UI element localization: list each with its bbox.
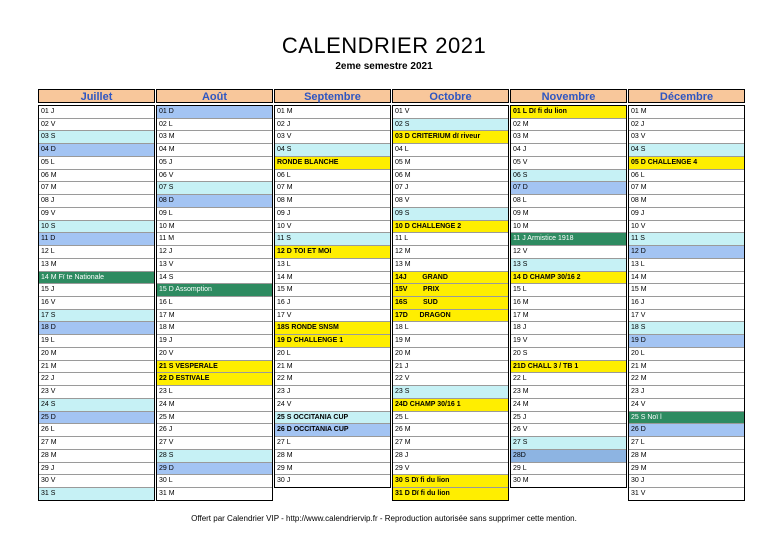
day-cell: 20 M — [393, 348, 508, 361]
day-cell: 03 M — [511, 131, 626, 144]
day-cell: 30 V — [39, 475, 154, 488]
day-cell: 02 J — [629, 119, 744, 132]
day-cell: 13 M — [393, 259, 508, 272]
day-cell: 07 M — [275, 182, 390, 195]
page-subtitle: 2eme semestre 2021 — [335, 61, 433, 72]
day-cell: 25 S Noï l — [629, 412, 744, 425]
day-cell: 25 M — [157, 412, 272, 425]
day-cell: 31 D Dï fi du lion — [393, 488, 508, 501]
day-cell: 25 J — [511, 412, 626, 425]
day-cell: 06 M — [39, 170, 154, 183]
day-cell: 05 V — [511, 157, 626, 170]
day-cell: 15 J — [39, 284, 154, 297]
day-cell: 03 V — [629, 131, 744, 144]
day-cell: 13 L — [629, 259, 744, 272]
day-cell: 24 M — [511, 399, 626, 412]
day-cell: 16 V — [39, 297, 154, 310]
day-cell: 31 S — [39, 488, 154, 501]
month-column — [38, 89, 155, 501]
day-cell: 08 J — [39, 195, 154, 208]
day-cell: 11 J Armistice 1918 — [511, 233, 626, 246]
day-cell: 08 M — [275, 195, 390, 208]
day-cell: 14 S — [157, 272, 272, 285]
day-cell: 18 J — [511, 322, 626, 335]
day-cell: 09 M — [511, 208, 626, 221]
day-cell: 12 M — [393, 246, 508, 259]
day-cell: 23 J — [629, 386, 744, 399]
day-cell: 17 M — [511, 310, 626, 323]
day-cell: 03 D CRITERIUM dï riveur — [393, 131, 508, 144]
day-cell: 07 J — [393, 182, 508, 195]
day-cell: 27 L — [275, 437, 390, 450]
day-cell: 06 S — [511, 170, 626, 183]
day-cell: 22 D ESTIVALE — [157, 373, 272, 386]
day-cell: 28 S — [157, 450, 272, 463]
day-cell: 18 M — [157, 322, 272, 335]
day-cell: 29 D — [157, 463, 272, 476]
day-cell: 17 M — [157, 310, 272, 323]
day-cell: 13 V — [157, 259, 272, 272]
day-cell: 12 L — [39, 246, 154, 259]
day-cell: 20 S — [511, 348, 626, 361]
day-cell: 04 S — [275, 144, 390, 157]
day-cell: 18 S — [629, 322, 744, 335]
day-cell: 25 S OCCITANIA CUP — [275, 412, 390, 425]
day-cell: 08 L — [511, 195, 626, 208]
day-cell: 14 M Fï te Nationale — [39, 272, 154, 285]
day-cell: 08 D — [157, 195, 272, 208]
day-cell: 26 M — [393, 424, 508, 437]
day-cell: 16 J — [275, 297, 390, 310]
month-header: Novembre — [510, 89, 627, 103]
day-cell: 26 V — [511, 424, 626, 437]
day-cell: 19 J — [157, 335, 272, 348]
day-cell: 27 L — [629, 437, 744, 450]
day-cell: 12 V — [511, 246, 626, 259]
day-cell: 28 J — [393, 450, 508, 463]
day-cell: 29 J — [39, 463, 154, 476]
day-cell: 02 L — [157, 119, 272, 132]
day-cell: 24 V — [629, 399, 744, 412]
day-cell: 14J GRAND — [393, 272, 508, 285]
day-cell: 19 V — [511, 335, 626, 348]
day-cell: RONDE BLANCHE — [275, 157, 390, 170]
day-cell: 22 J — [39, 373, 154, 386]
day-cell: 21 M — [275, 361, 390, 374]
day-cell: 21 S VESPERALE — [157, 361, 272, 374]
month-column — [392, 89, 509, 501]
day-cell: 21D CHALL 3 / TB 1 — [511, 361, 626, 374]
day-cell: 05 L — [39, 157, 154, 170]
day-cell: 01 M — [629, 106, 744, 119]
day-cell: 24 M — [157, 399, 272, 412]
day-cell: 04 J — [511, 144, 626, 157]
day-cell: 07 S — [157, 182, 272, 195]
day-cell: 30 J — [275, 475, 390, 488]
day-cell: 18 L — [393, 322, 508, 335]
day-cell: 28 M — [275, 450, 390, 463]
day-cell: 02 J — [275, 119, 390, 132]
day-cell: 05 D CHALLENGE 4 — [629, 157, 744, 170]
day-cell: 23 J — [275, 386, 390, 399]
day-cell: 16 J — [629, 297, 744, 310]
day-cell: 11 M — [157, 233, 272, 246]
month-column — [510, 89, 627, 488]
day-cell: 14 M — [629, 272, 744, 285]
day-cell: 04 D — [39, 144, 154, 157]
day-cell: 22 V — [393, 373, 508, 386]
month-column — [628, 89, 745, 501]
day-cell: 30 J — [629, 475, 744, 488]
day-cell: 22 M — [629, 373, 744, 386]
day-cell: 06 L — [629, 170, 744, 183]
day-cell: 08 V — [393, 195, 508, 208]
day-cell: 27 S — [511, 437, 626, 450]
day-cell: 19 M — [393, 335, 508, 348]
day-cell: 04 M — [157, 144, 272, 157]
page-title: CALENDRIER 2021 — [281, 33, 487, 58]
day-cell: 04 L — [393, 144, 508, 157]
day-cell: 11 L — [393, 233, 508, 246]
day-cell: 16 L — [157, 297, 272, 310]
day-cell: 19 D — [629, 335, 744, 348]
day-cell: 15V PRIX — [393, 284, 508, 297]
day-cell: 12 J — [157, 246, 272, 259]
day-cell: 02 S — [393, 119, 508, 132]
day-cell: 19 D CHALLENGE 1 — [275, 335, 390, 348]
day-cell: 29 L — [511, 463, 626, 476]
day-cell: 18 D — [39, 322, 154, 335]
day-cell: 29 M — [275, 463, 390, 476]
day-cell: 10 V — [275, 221, 390, 234]
day-cell: 10 V — [629, 221, 744, 234]
day-cell: 06 L — [275, 170, 390, 183]
day-cell: 30 S Dï fi du lion — [393, 475, 508, 488]
day-cell: 25 L — [393, 412, 508, 425]
day-cell: 05 M — [393, 157, 508, 170]
day-cell: 20 L — [275, 348, 390, 361]
day-cell: 19 L — [39, 335, 154, 348]
day-cell: 23 L — [157, 386, 272, 399]
day-cell: 30 L — [157, 475, 272, 488]
month-header: Octobre — [392, 89, 509, 103]
day-cell: 28 M — [39, 450, 154, 463]
day-cell: 31 V — [629, 488, 744, 501]
day-cell: 01 J — [39, 106, 154, 119]
day-cell: 05 J — [157, 157, 272, 170]
day-cell: 14 D CHAMP 30/16 2 — [511, 272, 626, 285]
day-cell: 15 D Assomption — [157, 284, 272, 297]
month-header: Juillet — [38, 89, 155, 103]
month-header: Décembre — [628, 89, 745, 103]
day-cell: 08 M — [629, 195, 744, 208]
day-cell: 02 V — [39, 119, 154, 132]
day-cell: 01 M — [275, 106, 390, 119]
day-cell: 07 M — [39, 182, 154, 195]
day-cell: 20 L — [629, 348, 744, 361]
day-cell: 11 S — [629, 233, 744, 246]
day-cell: 17 S — [39, 310, 154, 323]
day-cell: 17 V — [275, 310, 390, 323]
day-cell: 06 M — [393, 170, 508, 183]
day-cell: 09 S — [393, 208, 508, 221]
day-cell: 04 S — [629, 144, 744, 157]
day-cell: 27 V — [157, 437, 272, 450]
day-cell: 27 M — [393, 437, 508, 450]
day-cell: 07 D — [511, 182, 626, 195]
day-cell: 10 D CHALLENGE 2 — [393, 221, 508, 234]
day-cell: 23 S — [393, 386, 508, 399]
day-cell: 03 S — [39, 131, 154, 144]
day-cell: 17 V — [629, 310, 744, 323]
day-cell: 09 J — [629, 208, 744, 221]
day-cell: 15 M — [275, 284, 390, 297]
day-cell: 24 V — [275, 399, 390, 412]
day-cell: 29 M — [629, 463, 744, 476]
day-cell: 26 L — [39, 424, 154, 437]
day-cell: 18S RONDE SNSM — [275, 322, 390, 335]
day-cell: 24 S — [39, 399, 154, 412]
day-cell: 11 S — [275, 233, 390, 246]
day-cell: 15 M — [629, 284, 744, 297]
day-cell: 01 D — [157, 106, 272, 119]
day-cell: 21 M — [39, 361, 154, 374]
day-cell: 30 M — [511, 475, 626, 488]
day-cell: 13 L — [275, 259, 390, 272]
day-cell: 13 M — [39, 259, 154, 272]
day-cell: 01 V — [393, 106, 508, 119]
day-cell: 17D DRAGON — [393, 310, 508, 323]
day-cell: 10 M — [157, 221, 272, 234]
day-cell: 13 S — [511, 259, 626, 272]
day-cell: 26 D — [629, 424, 744, 437]
month-header: Août — [156, 89, 273, 103]
day-cell: 29 V — [393, 463, 508, 476]
day-cell: 26 J — [157, 424, 272, 437]
day-cell: 25 D — [39, 412, 154, 425]
day-cell: 10 S — [39, 221, 154, 234]
day-cell: 31 M — [157, 488, 272, 501]
day-cell: 26 D OCCITANIA CUP — [275, 424, 390, 437]
day-cell: 12 D TOI ET MOI — [275, 246, 390, 259]
day-cell: 10 M — [511, 221, 626, 234]
day-cell: 03 V — [275, 131, 390, 144]
day-cell: 21 M — [629, 361, 744, 374]
day-cell: 22 M — [275, 373, 390, 386]
month-column — [274, 89, 391, 488]
day-cell: 09 V — [39, 208, 154, 221]
day-cell: 12 D — [629, 246, 744, 259]
day-cell: 27 M — [39, 437, 154, 450]
day-cell: 24D CHAMP 30/16 1 — [393, 399, 508, 412]
day-cell: 06 V — [157, 170, 272, 183]
month-column — [156, 89, 273, 501]
day-cell: 09 L — [157, 208, 272, 221]
day-cell: 11 D — [39, 233, 154, 246]
day-cell: 28D — [511, 450, 626, 463]
day-cell: 22 L — [511, 373, 626, 386]
day-cell: 09 J — [275, 208, 390, 221]
day-cell: 23 M — [511, 386, 626, 399]
footer-credit: Offert par Calendrier VIP - http://www.calendriervip.fr - Reproduction autorisée sans supprimer cette mention. — [191, 514, 577, 523]
day-cell: 23 V — [39, 386, 154, 399]
day-cell: 16 M — [511, 297, 626, 310]
day-cell: 02 M — [511, 119, 626, 132]
day-cell: 07 M — [629, 182, 744, 195]
month-header: Septembre — [274, 89, 391, 103]
day-cell: 15 L — [511, 284, 626, 297]
day-cell: 01 L Dï fi du lion — [511, 106, 626, 119]
day-cell: 16S SUD — [393, 297, 508, 310]
day-cell: 21 J — [393, 361, 508, 374]
day-cell: 20 M — [39, 348, 154, 361]
day-cell: 14 M — [275, 272, 390, 285]
day-cell: 28 M — [629, 450, 744, 463]
day-cell: 03 M — [157, 131, 272, 144]
day-cell: 20 V — [157, 348, 272, 361]
